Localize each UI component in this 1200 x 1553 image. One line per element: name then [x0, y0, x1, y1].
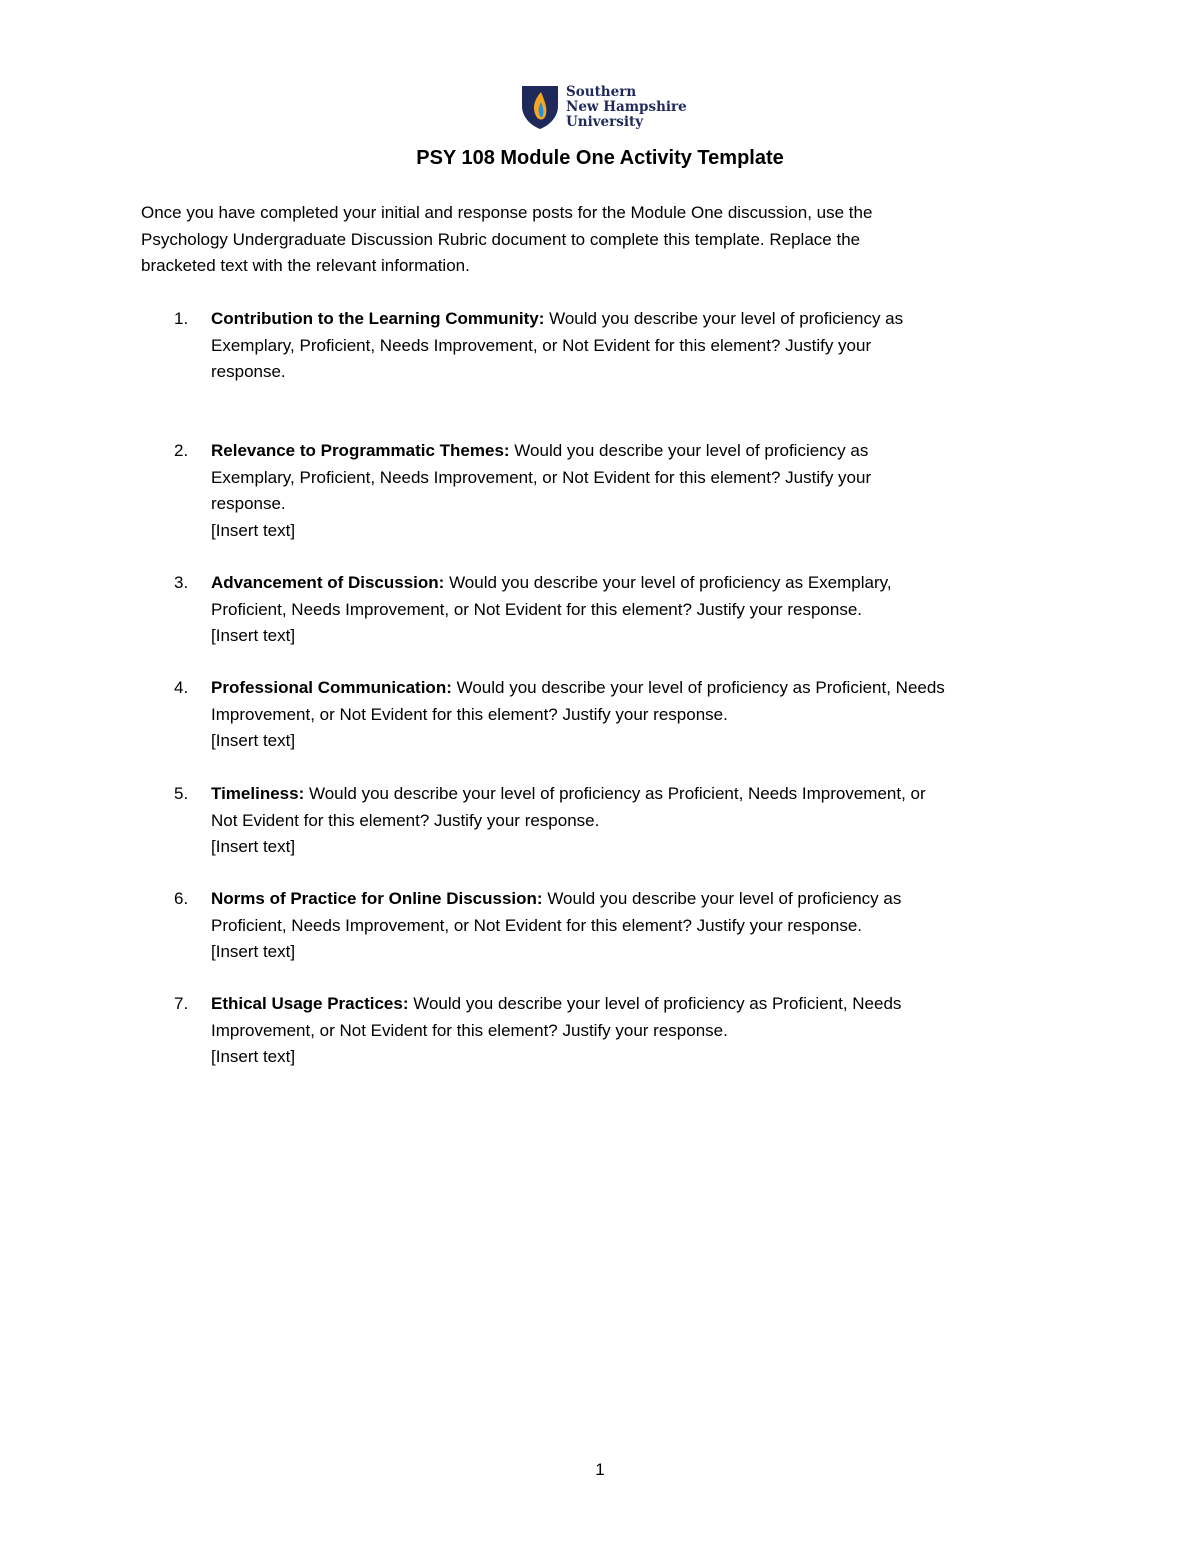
item-number: 6. — [174, 889, 189, 908]
item-heading: Contribution to the Learning Community: — [211, 309, 545, 328]
item-text: Would you describe your level of proficiency as — [549, 309, 904, 328]
item-heading: Norms of Practice for Online Discussion: — [211, 889, 543, 908]
logo-wordmark — [566, 85, 687, 130]
item-body — [211, 886, 1071, 966]
item-body — [211, 781, 1071, 861]
item-number: 2. — [174, 441, 189, 460]
item-text: Would you describe your level of proficiency as Proficient, Needs — [413, 994, 902, 1013]
item-line: Improvement, or Not Evident for this element? Justify your response. — [211, 704, 728, 724]
item-heading: Professional Communication: — [211, 678, 452, 697]
insert-text-placeholder: [Insert text] — [211, 837, 296, 856]
logo-line: University — [566, 114, 644, 130]
item-text: Would you describe your level of proficiency as Exemplary, — [449, 573, 892, 592]
item-number: 7. — [174, 994, 189, 1013]
item-line: response. — [211, 494, 286, 513]
item-heading: Timeliness: — [211, 784, 305, 803]
document-title: PSY 108 Module One Activity Template — [416, 147, 784, 169]
item-heading: Relevance to Programmatic Themes: — [211, 441, 510, 460]
item-heading: Advancement of Discussion: — [211, 573, 445, 592]
intro-line: Once you have completed your initial and response posts for the Module One discussion, use the — [141, 203, 873, 222]
insert-text-placeholder: [Insert text] — [211, 520, 296, 540]
item-text: Would you describe your level of proficiency as — [547, 889, 902, 908]
item-line — [211, 781, 1071, 808]
item-line: Proficient, Needs Improvement, or Not Evident for this element? Justify your response. — [211, 599, 863, 619]
item-line: response. — [211, 362, 286, 381]
item-body — [211, 675, 1071, 755]
intro-line: bracketed text with the relevant information. — [141, 256, 470, 275]
item-body — [211, 438, 1071, 544]
insert-text-placeholder: [Insert text] — [211, 731, 296, 750]
item-text: Would you describe your level of proficiency as Proficient, Needs — [456, 678, 945, 697]
page-number: 1 — [595, 1460, 605, 1479]
item-number: 1. — [174, 309, 189, 328]
item-text: Would you describe your level of proficiency as — [514, 441, 869, 460]
insert-text-placeholder: [Insert text] — [211, 626, 296, 645]
item-line: Proficient, Needs Improvement, or Not Evident for this element? Justify your response. — [211, 915, 863, 935]
item-line — [211, 570, 1071, 597]
item-body — [211, 570, 1071, 650]
item-heading: Ethical Usage Practices: — [211, 994, 409, 1013]
university-logo — [520, 84, 690, 134]
insert-text-placeholder: [Insert text] — [211, 1047, 296, 1066]
item-line — [211, 886, 1071, 913]
item-line — [211, 991, 1071, 1018]
item-body — [211, 306, 1071, 386]
item-line — [211, 675, 1071, 702]
intro-line: Psychology Undergraduate Discussion Rubric document to complete this template. Replace the — [141, 229, 861, 249]
item-line — [211, 438, 1071, 465]
insert-text-placeholder: [Insert text] — [211, 942, 296, 961]
intro-paragraph — [141, 200, 1041, 280]
item-text: Would you describe your level of proficiency as Proficient, Needs Improvement, or — [308, 784, 926, 803]
item-line — [211, 306, 1071, 333]
shield-flame-icon — [520, 84, 560, 130]
item-line: Not Evident for this element? Justify your response. — [211, 810, 600, 830]
item-body — [211, 991, 1071, 1071]
item-line: Exemplary, Proficient, Needs Improvement, or Not Evident for this element? Justify your — [211, 467, 872, 487]
item-line: Exemplary, Proficient, Needs Improvement, or Not Evident for this element? Justify your — [211, 335, 872, 355]
item-number: 3. — [174, 573, 189, 592]
logo-line: New Hampshire — [566, 99, 687, 115]
logo-line: Southern — [566, 84, 637, 100]
item-number: 5. — [174, 784, 189, 803]
item-line: Improvement, or Not Evident for this element? Justify your response. — [211, 1020, 728, 1040]
item-number: 4. — [174, 678, 189, 697]
